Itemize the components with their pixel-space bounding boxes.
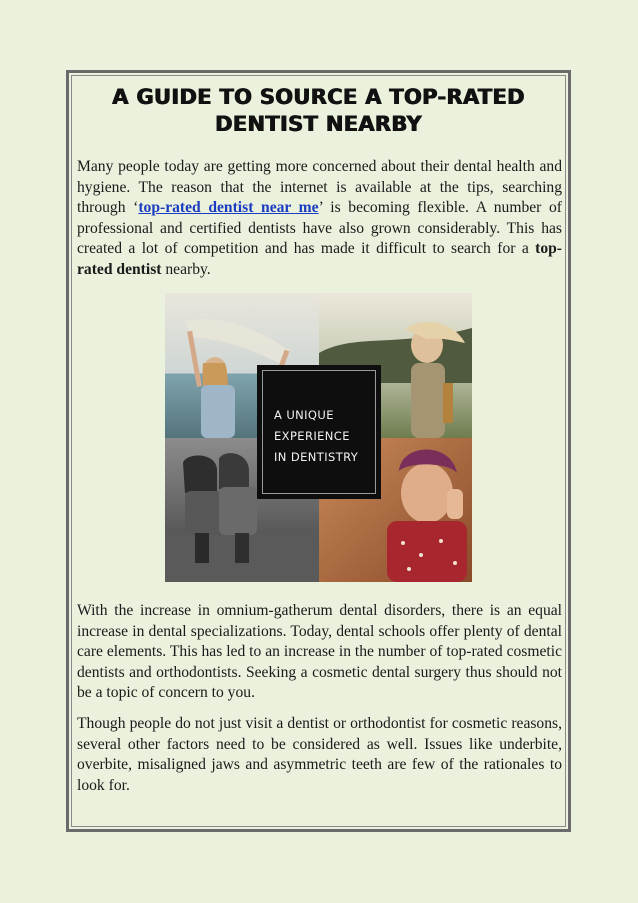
specializations-paragraph: With the increase in omnium-gatherum dental disorders, there is an equal increase in dental specializations. Today, dental schools offer plenty of dental care elements. This has led to an increase in the number of top-rated cosmetic dentists and orthodontists. Seeking a cosmetic dental surgery thus should not be a topic of concern to you. [77, 602, 562, 702]
promo-caption-line-2: EXPERIENCE [274, 429, 350, 443]
promo-caption [274, 405, 358, 468]
top-rated-dentist-link[interactable]: top-rated dentist near me [138, 199, 319, 217]
intro-text-middle: ’ is becoming flexible. A number of professional and certified dentists have also grown considerably. This has created a lot of competition and has made it difficult to search for a [77, 199, 562, 258]
other-factors-paragraph: Though people do not just visit a dentist or orthodontist for cosmetic reasons, several other factors need to be considered as well. Issues like underbite, overbite, misaligned jaws and asymmetric teeth are few of the rationales to look for. [77, 715, 562, 794]
intro-bold-phrase: top-rated dentist [77, 240, 562, 278]
promo-overlay-box [257, 365, 381, 499]
document-title [66, 84, 571, 138]
promo-caption-line-3: IN DENTISTRY [274, 450, 359, 464]
intro-text-end: nearby. [161, 260, 211, 278]
promo-caption-line-1: A UNIQUE [274, 408, 334, 422]
title-line-2: DENTIST NEARBY [215, 112, 422, 136]
dentistry-collage-image [165, 293, 472, 582]
intro-text-start: Many people today are getting more concerned about their dental health and hygiene. The reason that the internet is available at the tips, searching through ‘ [77, 158, 562, 217]
title-line-1: A GUIDE TO SOURCE A TOP-RATED [112, 85, 525, 109]
intro-paragraph [77, 157, 562, 281]
